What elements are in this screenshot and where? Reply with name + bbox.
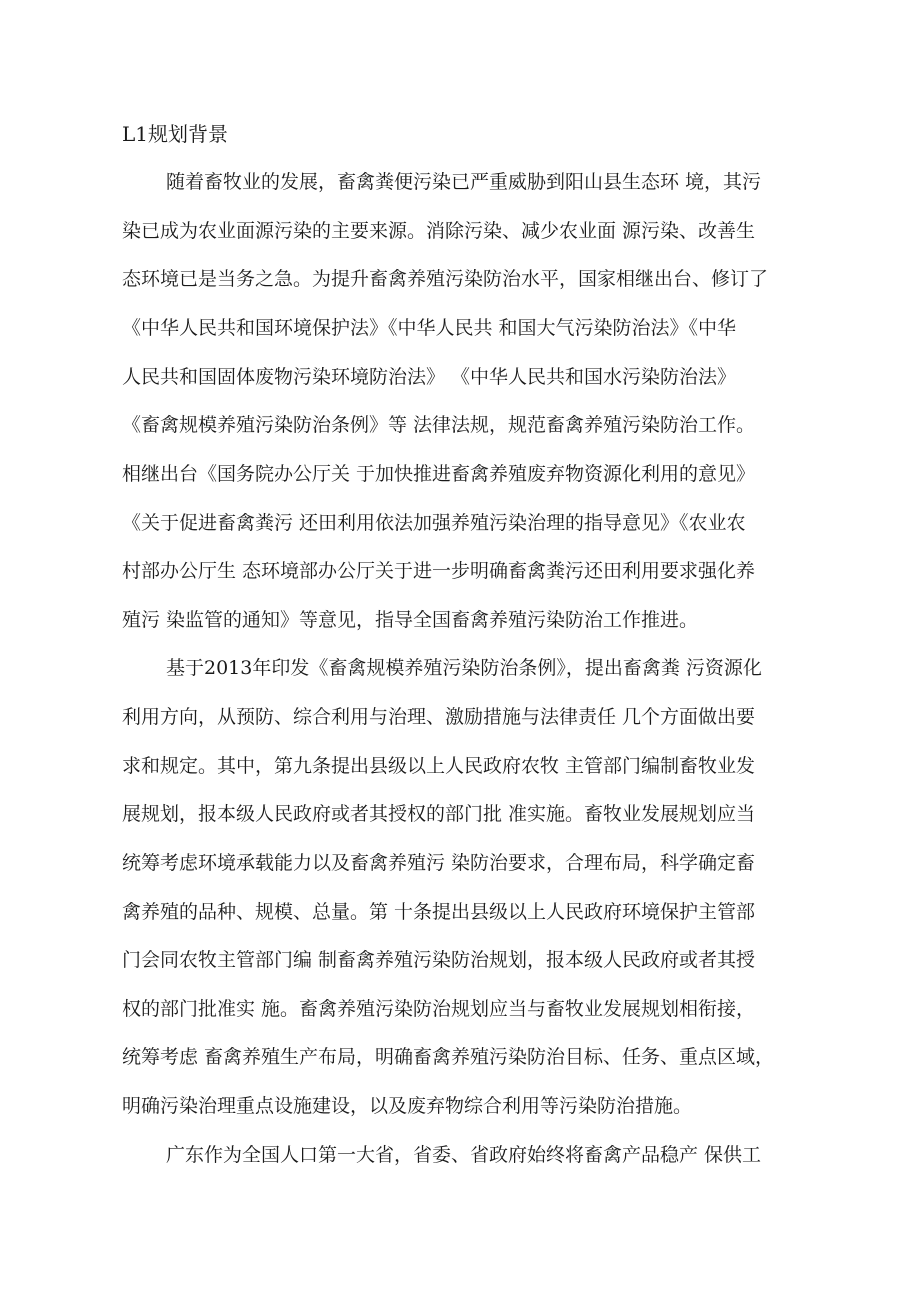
paragraph-line: 相继出台《国务院办公厅关 于加快推进畜禽养殖废弃物资源化利用的意见》 — [122, 463, 756, 485]
paragraph-line: 《中华人民共和国环境保护法》《中华人民共 和国大气污染防治法》《中华 — [122, 317, 737, 339]
paragraph-line: 殖污 染监管的通知》等意见，指导全国畜禽养殖污染防治工作推进。 — [122, 609, 699, 631]
paragraph-line: 人民共和国固体废物污染环境防治法》 《中华人民共和国水污染防治法》 — [122, 366, 737, 388]
paragraph-line: 明确污染治理重点设施建设，以及废弃物综合利用等污染防治措施。 — [122, 1095, 693, 1117]
section-heading: L1规划背景 — [122, 122, 229, 146]
paragraph-line: 《关于促进畜禽粪污 还田利用依法加强养殖污染治理的指导意见》《农业农 — [122, 512, 746, 534]
paragraph-line: 展规划，报本级人民政府或者其授权的部门批 准实施。畜牧业发展规划应当 — [122, 803, 756, 825]
paragraph-line: 统筹考虑环境承载能力以及畜禽养殖污 染防治要求，合理布局，科学确定畜 — [122, 852, 756, 874]
paragraph-line: 村部办公厅生 态环境部办公厅关于进一步明确畜禽粪污还田利用要求强化养 — [122, 560, 756, 582]
paragraph-line: 染已成为农业面源污染的主要来源。消除污染、减少农业面 源污染、改善生 — [122, 220, 756, 242]
paragraph-line: 求和规定。其中，第九条提出县级以上人民政府农牧 主管部门编制畜牧业发 — [122, 755, 756, 777]
paragraph-line: 态环境已是当务之急。为提升畜禽养殖污染防治水平，国家相继出台、修订了 — [122, 268, 769, 290]
paragraph-line: 随着畜牧业的发展，畜禽粪便污染已严重威胁到阳山县生态环 境，其污 — [166, 171, 762, 193]
paragraph-line: 利用方向，从预防、综合利用与治理、激励措施与法律责任 几个方面做出要 — [122, 706, 756, 728]
paragraph-line: 门会同农牧主管部门编 制畜禽养殖污染防治规划，报本级人民政府或者其授 — [122, 949, 756, 971]
paragraph-line: 《畜禽规模养殖污染防治条例》等 法律法规，规范畜禽养殖污染防治工作。 — [122, 414, 756, 436]
paragraph-line: 统筹考虑 畜禽养殖生产布局，明确畜禽养殖污染防治目标、任务、重点区域， — [122, 1046, 775, 1068]
paragraph-line: 基于2013年印发《畜禽规模养殖污染防治条例》，提出畜禽粪 污资源化 — [166, 657, 762, 679]
paragraph-line: 禽养殖的品种、规模、总量。第 十条提出县级以上人民政府环境保护主管部 — [122, 901, 756, 923]
paragraph-line: 广东作为全国人口第一大省，省委、省政府始终将畜禽产品稳产 保供工 — [166, 1144, 762, 1166]
paragraph-line: 权的部门批准实 施。畜禽养殖污染防治规划应当与畜牧业发展规划相衔接， — [122, 998, 756, 1020]
